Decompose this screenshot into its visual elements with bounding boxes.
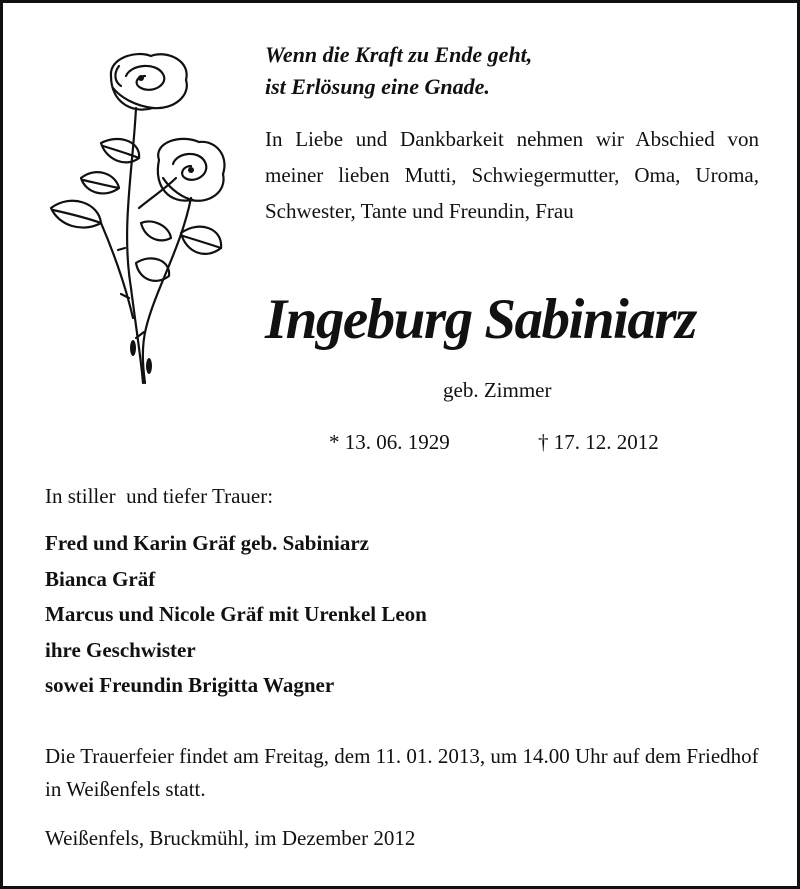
- mourners-list: [45, 526, 427, 704]
- birth-name: geb. Zimmer: [443, 378, 552, 402]
- funeral-info: Die Trauerfeier findet am Freitag, dem 11. 01. 2013, um 14.00 Uhr auf dem Friedhof in Weißenfels statt.: [45, 744, 759, 801]
- mourner-item: Fred und Karin Gräf geb. Sabiniarz: [45, 531, 369, 555]
- mourner-item: sowei Freundin Brigitta Wagner: [45, 673, 335, 697]
- intro-text: In Liebe und Dankbarkeit nehmen wir Abschied von meiner lieben Mutti, Schwiegermutter, Oma, Uroma, Schwester, Tante und Freundin, Frau: [265, 127, 759, 223]
- rose-icon: [41, 48, 231, 393]
- place-date: Weißenfels, Bruckmühl, im Dezember 2012: [45, 826, 416, 850]
- motto-line-2: ist Erlösung eine Gnade.: [265, 74, 490, 99]
- death-date: † 17. 12. 2012: [538, 430, 659, 454]
- deceased-name: Ingeburg Sabiniarz: [265, 288, 696, 351]
- motto-verse: [265, 39, 765, 103]
- mourning-label: In stiller und tiefer Trauer:: [45, 484, 274, 508]
- mourner-item: Marcus und Nicole Gräf mit Urenkel Leon: [45, 602, 427, 626]
- mourner-item: Bianca Gräf: [45, 566, 156, 591]
- birth-date: * 13. 06. 1929: [329, 430, 450, 454]
- motto-line-1: Wenn die Kraft zu Ende geht,: [265, 42, 533, 67]
- mourner-item: ihre Geschwister: [45, 637, 196, 662]
